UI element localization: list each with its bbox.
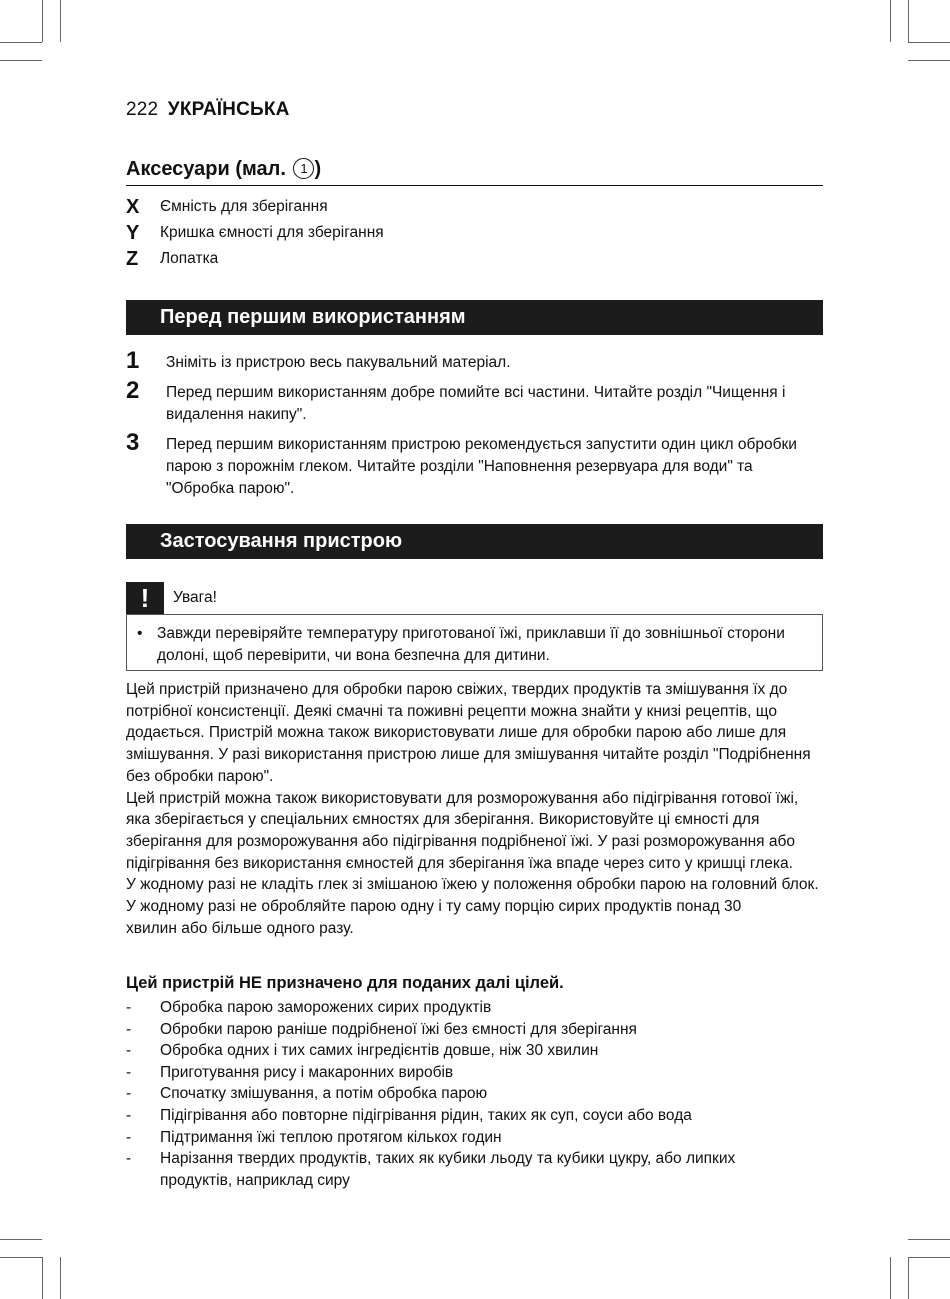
paragraph: Цей пристрій призначено для обробки парою свіжих, твердих продуктів та змішування їх до потрібної консистенції. Деякі смачні та поживні рецепти можна знайти у книзі рецептів, що додається. Пристрій можна також використовувати лише для обробки парою або лише для змішування. У разі використання пристрою лише для змішування читайте розділ "Подрібнення без обробки парою". <box>126 681 811 785</box>
list-item <box>126 220 384 246</box>
not-intended-list <box>126 997 826 1191</box>
not-intended-title: Цей пристрій НЕ призначено для поданих далі цілей. <box>126 974 564 992</box>
warning-header <box>126 582 217 614</box>
item-text: Лопатка <box>160 250 219 267</box>
list-item <box>126 1019 826 1041</box>
list-item-text: Нарізання твердих продуктів, таких як кубики льоду та кубики цукру, або липких продуктів, наприклад сиру <box>160 1150 736 1189</box>
crop-mark <box>42 0 43 42</box>
section-heading-before-first-use: Перед першим використанням <box>126 300 823 335</box>
item-letter: Z <box>126 247 139 270</box>
list-item <box>126 1040 826 1062</box>
language-title: УКРАЇНСЬКА <box>167 99 290 120</box>
dash: - <box>126 999 132 1016</box>
item-letter: X <box>126 195 140 218</box>
paragraph: У жодному разі не кладіть глек зі змішаною їжею у положення обробки парою на головний блок. <box>126 876 819 894</box>
crop-mark <box>890 0 891 42</box>
warning-label: Увага! <box>173 589 217 606</box>
paragraph: У жодному разі не обробляйте парою одну і ту саму порцію сирих продуктів понад 30 хвилин або більше одного разу. <box>126 898 742 937</box>
crop-mark <box>908 0 909 42</box>
list-item <box>126 1083 826 1105</box>
list-item-text: Підігрівання або повторне підігрівання рідин, таких як суп, соуси або вода <box>160 1106 692 1124</box>
list-item-text: Підтримання їжі теплою протягом кількох годин <box>160 1128 502 1146</box>
page-header <box>126 99 290 121</box>
warning-box <box>126 614 823 671</box>
paragraph: Цей пристрій можна також використовувати для розморожування або підігрівання готової їжі, яка зберігається у спеціальних ємностях для зберігання. Використовуйте ці ємності для зберігання для розморожування або підігрівання подрібненої їжі. У разі розморожування або підігрівання без використання ємностей для зберігання їжа впаде через сито у кришці глека. <box>126 789 799 872</box>
crop-mark <box>890 1257 891 1299</box>
dash: - <box>126 1020 132 1038</box>
step-number: 2 <box>126 377 140 404</box>
item-text: Кришка ємності для зберігання <box>160 224 384 241</box>
list-item <box>126 1062 826 1084</box>
list-item <box>126 1148 766 1191</box>
step-item <box>126 348 823 374</box>
warning-text: Завжди перевіряйте температуру приготованої їжі, приклавши її до зовнішньої сторони долоні, щоб перевірити, чи вона безпечна для дитини. <box>157 625 785 664</box>
step-text: Перед першим використанням добре помийте всі частини. Читайте розділ "Чищення і видалення накипу". <box>166 384 786 423</box>
crop-mark <box>0 42 42 43</box>
list-item <box>126 1105 826 1127</box>
item-text: Ємність для зберігання <box>160 198 328 215</box>
crop-mark <box>60 1257 61 1299</box>
list-item <box>126 246 384 272</box>
crop-mark <box>42 1257 43 1299</box>
list-item-text: Обробки парою раніше подрібненої їжі без ємності для зберігання <box>160 1020 637 1038</box>
dash: - <box>126 1128 132 1146</box>
step-item <box>126 430 823 500</box>
step-text: Зніміть із пристрою весь пакувальний матеріал. <box>166 354 511 371</box>
step-number: 1 <box>126 347 140 374</box>
list-item-text: Спочатку змішування, а потім обробка парою <box>160 1085 488 1103</box>
section-heading-using: Застосування пристрою <box>126 524 823 559</box>
crop-mark <box>0 60 42 61</box>
crop-mark <box>60 0 61 42</box>
body-text <box>126 679 826 939</box>
dash: - <box>126 1063 132 1081</box>
step-text: Перед першим використанням пристрою рекомендується запустити один цикл обробки парою з порожнім глеком. Читайте розділи "Наповнення резервуара для води" та "Обробка парою". <box>166 436 797 497</box>
crop-mark <box>908 1257 950 1258</box>
list-item <box>126 194 384 220</box>
accessories-title: Аксесуари (мал. <box>126 158 286 180</box>
crop-mark <box>908 60 950 61</box>
accessories-list <box>126 194 384 272</box>
bullet: • <box>137 625 143 642</box>
list-item-text: Обробка одних і тих самих інгредієнтів довше, ніж 30 хвилин <box>160 1042 599 1060</box>
exclamation-icon: ! <box>126 582 164 614</box>
list-item <box>126 997 826 1019</box>
steps-list <box>126 348 823 504</box>
crop-mark <box>908 1239 950 1240</box>
figure-ref: 1 <box>293 158 314 179</box>
page-number: 222 <box>126 99 159 120</box>
item-letter: Y <box>126 221 140 244</box>
list-item <box>126 1127 826 1149</box>
crop-mark <box>0 1257 42 1258</box>
dash: - <box>126 1106 132 1124</box>
list-item-text: Приготування рису і макаронних виробів <box>160 1063 454 1081</box>
accessories-heading <box>126 158 823 186</box>
list-item-text: Обробка парою заморожених сирих продуктів <box>160 999 492 1016</box>
crop-mark <box>908 1257 909 1299</box>
step-number: 3 <box>126 429 140 456</box>
crop-mark <box>908 42 950 43</box>
crop-mark <box>0 1239 42 1240</box>
dash: - <box>126 1150 132 1168</box>
accessories-title-close: ) <box>314 158 322 180</box>
step-item <box>126 378 823 426</box>
dash: - <box>126 1042 132 1060</box>
dash: - <box>126 1085 132 1103</box>
